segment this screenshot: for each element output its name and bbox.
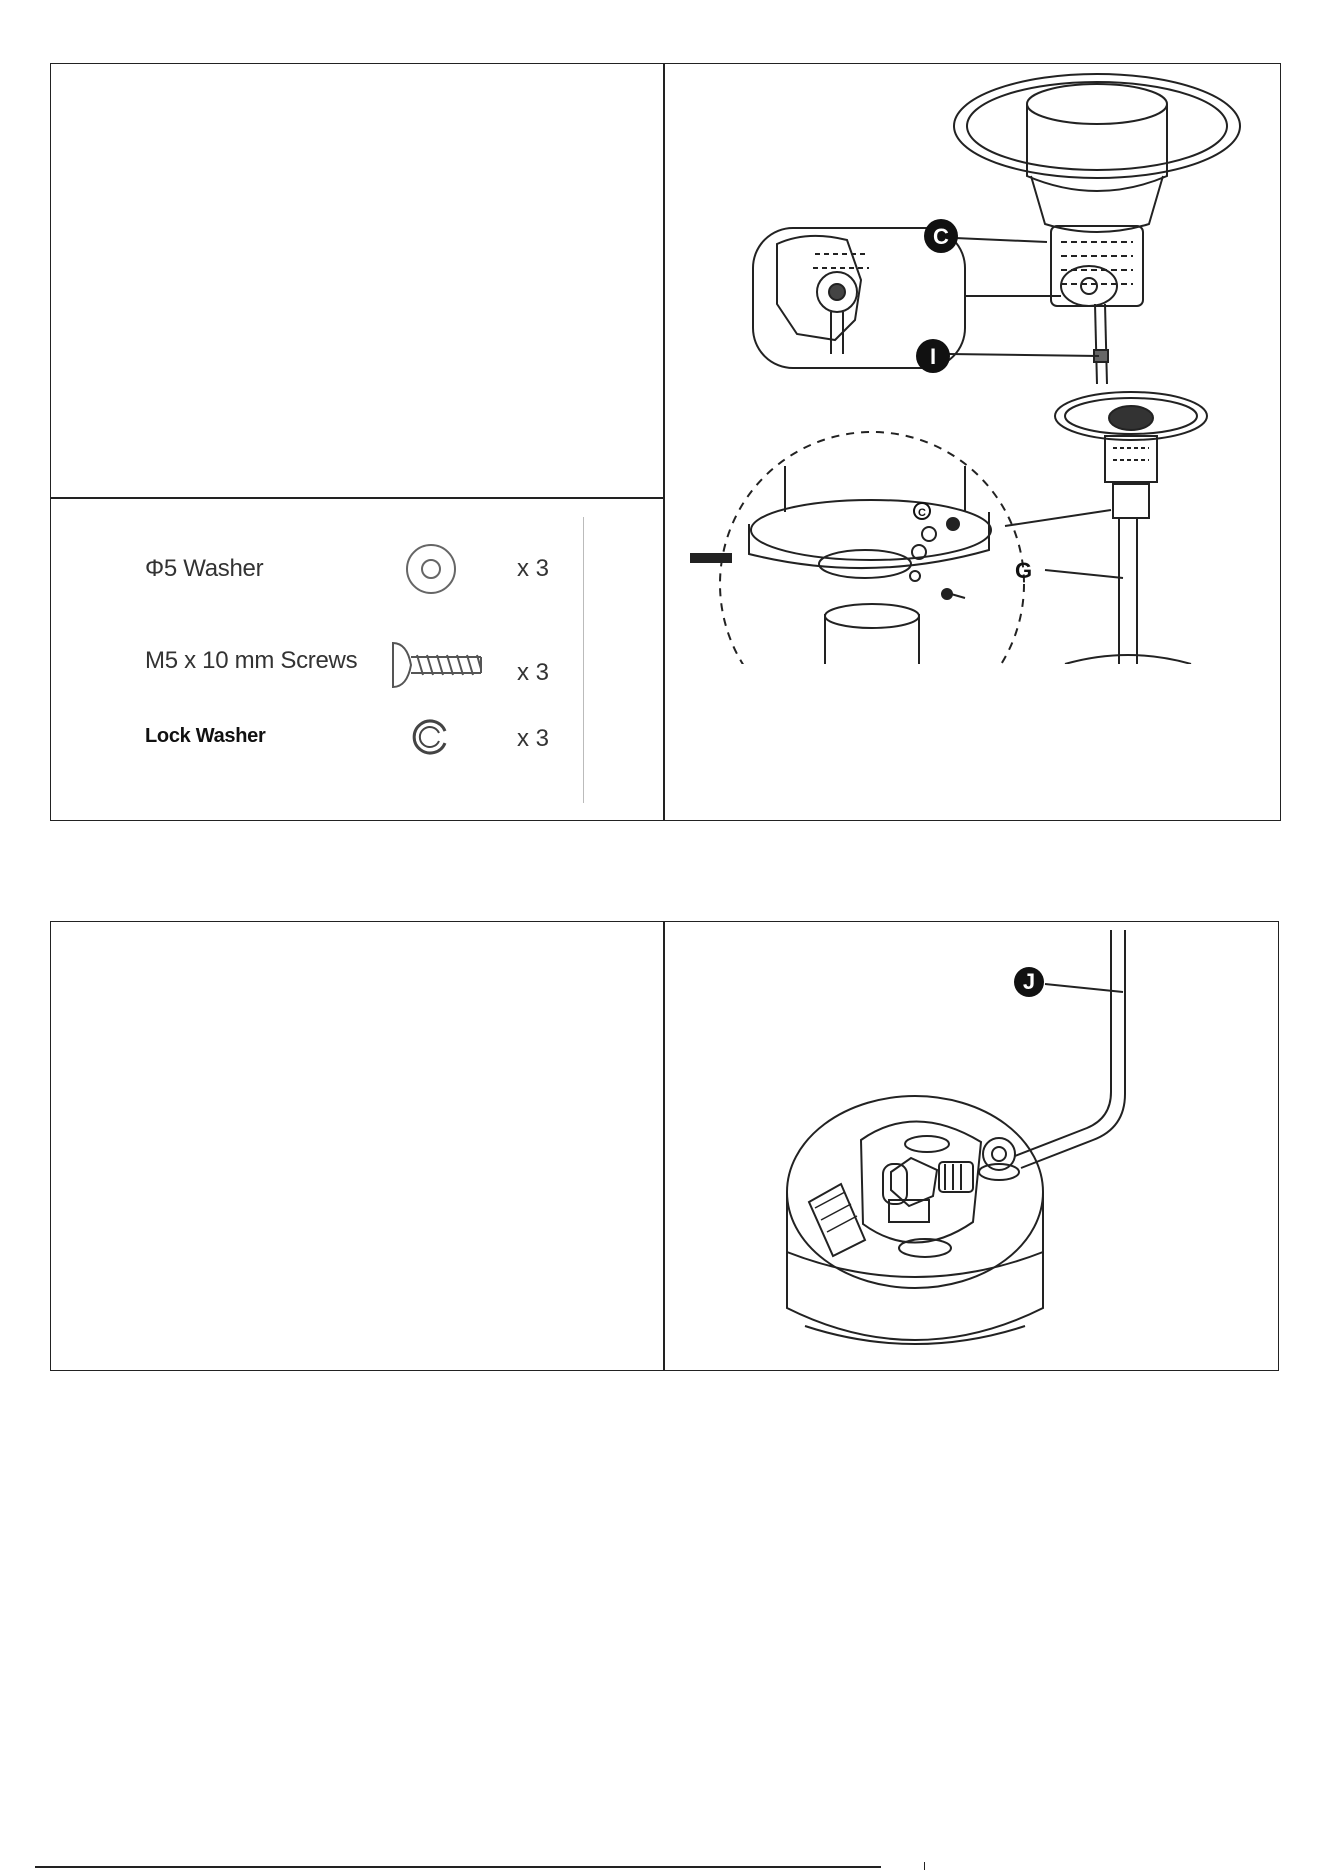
- hardware-item-qty: x 3: [517, 725, 550, 752]
- hardware-list: [51, 499, 663, 820]
- callout-c-label: C: [933, 224, 949, 249]
- step-1-panel: [50, 63, 1281, 821]
- heater-head-assembly-illustration: [665, 64, 1280, 664]
- hardware-item-name: M5 x 10 mm Screws: [145, 647, 358, 674]
- callout-g-label: G: [1015, 558, 1033, 583]
- callout-i-label: I: [929, 344, 937, 369]
- callout-j-label: J: [1022, 969, 1036, 994]
- page-bottom-mark: [924, 1862, 925, 1870]
- hardware-item-qty: x 3: [517, 555, 550, 582]
- step-1-instructions-area: [51, 64, 663, 497]
- lock-washer-icon: [405, 711, 455, 761]
- hardware-item-qty: x 3: [517, 659, 550, 686]
- hardware-item-screw: [51, 637, 663, 707]
- step-2-panel: [50, 921, 1279, 1371]
- flat-washer-icon: [401, 537, 461, 597]
- step-2-instructions-area: [51, 922, 663, 1370]
- gas-tank-connection-illustration: [665, 922, 1278, 1370]
- hardware-item-name: Lock Washer: [145, 725, 266, 747]
- hardware-item-name: Φ5 Washer: [145, 555, 264, 582]
- callout-c-small-label: C: [918, 507, 926, 519]
- hardware-item-lock-washer: [51, 711, 663, 781]
- page-bottom-rule: [35, 1866, 881, 1868]
- hardware-item-washer: [51, 537, 663, 607]
- screw-icon: [389, 637, 489, 693]
